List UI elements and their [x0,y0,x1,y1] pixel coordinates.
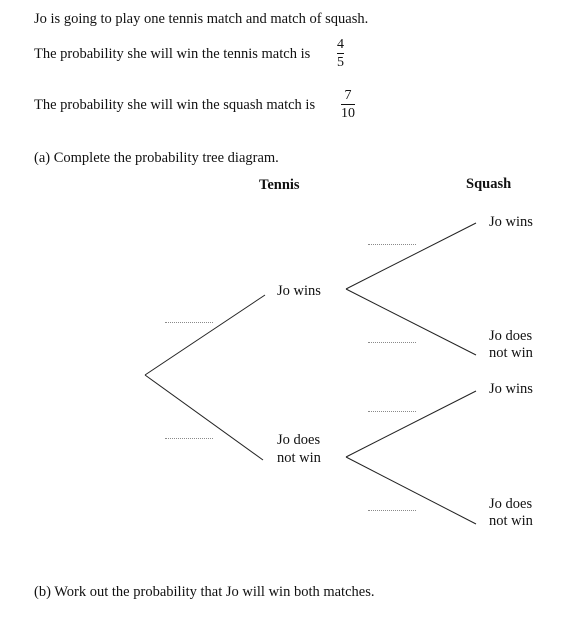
answer-blank-tennis-lose[interactable] [165,438,213,439]
tennis-lose-label-line1: Jo does [277,432,321,448]
answer-blank-squash-lose-2[interactable] [368,510,416,511]
branch-squash-lose-1 [346,289,476,355]
intro-text: Jo is going to play one tennis match and match of squash. [34,11,369,27]
squash-win-label-1: Jo wins [489,214,533,230]
tennis-lose-label-line2: not win [277,450,321,466]
tennis-win-label: Jo wins [277,283,321,299]
branch-tennis-win [145,295,265,375]
squash-win-label-2: Jo wins [489,381,533,397]
branch-tennis-lose [145,375,263,460]
branch-squash-lose-2 [346,457,476,524]
squash-header: Squash [466,176,512,192]
part-b-text: (b) Work out the probability that Jo will win both matches. [34,584,375,600]
tennis-probability-text: The probability she will win the tennis match is [34,46,311,62]
squash-lose-label-2-line2: not win [489,513,533,529]
answer-blank-squash-win-1[interactable] [368,244,416,245]
squash-probability-text: The probability she will win the squash match is [34,97,316,113]
tennis-numerator: 4 [337,37,344,52]
squash-lose-label-1-line2: not win [489,345,533,361]
squash-lose-label-2-line1: Jo does [489,496,533,512]
tennis-denominator: 5 [337,55,344,70]
branch-squash-win-1 [346,223,476,289]
squash-lose-label-1-line1: Jo does [489,328,533,344]
squash-denominator: 10 [341,106,355,121]
tennis-header: Tennis [259,177,300,193]
answer-blank-tennis-win[interactable] [165,322,213,323]
part-a-text: (a) Complete the probability tree diagram. [34,150,279,166]
branch-squash-win-2 [346,391,476,457]
squash-numerator: 7 [344,88,352,103]
answer-blank-squash-win-2[interactable] [368,411,416,412]
answer-blank-squash-lose-1[interactable] [368,342,416,343]
